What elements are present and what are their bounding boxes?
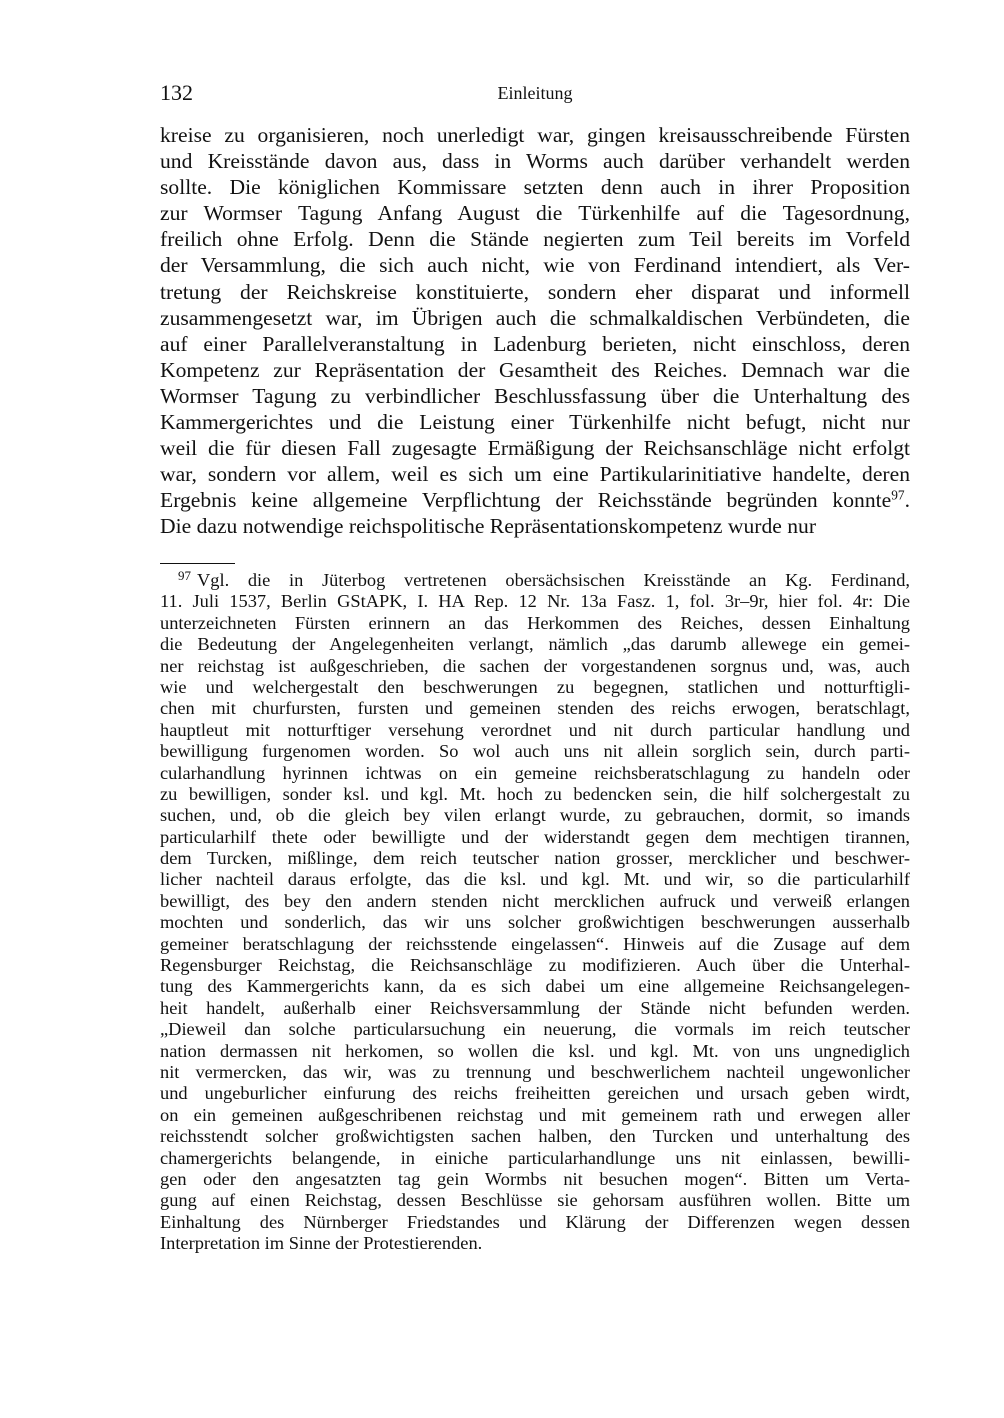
footnote-line: tung des Kammergerichts kann, da es sich dabei um eine allgemeine Reichsangelegen- — [160, 976, 910, 997]
main-text — [160, 122, 910, 540]
footnote-block — [160, 570, 910, 1255]
footnote-line: nit vermercken, das wir, was zu trennung und beschwerlichem nachteil ungewonlicher — [160, 1061, 910, 1082]
footnote-line: bewilligt, des bey den andern stenden nicht mercklichen aufruck und verweiß erlangen — [160, 890, 910, 911]
body-line: zur Wormser Tagung Anfang August die Türkenhilfe auf die Tagesordnung, — [160, 201, 910, 226]
footnote-line: cularhandlung hyrinnen ichtwas on ein gemeine reichsberatschlagung zu handeln oder — [160, 762, 910, 783]
footnote-line: zu bewilligen, sonder ksl. und kgl. Mt. hoch zu bedencken sein, die hilf solchergestalt zu — [160, 783, 910, 804]
footnote-line: gemeiner beratschlagung der reichsstende eingelassen“. Hinweis auf die Zusage auf dem — [160, 933, 910, 954]
body-line: Die dazu notwendige reichspolitische Repräsentationskompetenz wurde nur — [160, 514, 817, 539]
footnote-line: hauptleut mit notturftiger versehung verordnet und nit durch particular handlung und — [160, 719, 910, 740]
body-line: tretung der Reichskreise konstituierte, sondern eher disparat und informell — [160, 279, 910, 304]
footnote-line: mochten und sonderlich, das wir uns solcher großwichtigen beschwerungen ausserhalb — [160, 912, 910, 933]
footnote-line: „Dieweil dan solche particularsuchung ein neuerung, die vormals im reich teutscher — [160, 1019, 910, 1040]
footnote-line: die Bedeutung der Angelegenheiten verlangt, nämlich „das darumb allewege ein gemei- — [160, 634, 910, 655]
body-line: und Kreisstände davon aus, dass in Worms auch darüber verhandelt werden — [160, 149, 910, 174]
running-title: Einleitung — [497, 83, 573, 103]
footnote-separator — [160, 563, 235, 564]
footnote-line: on ein gemeinen außgeschribenen reichstag und mit gemeinem rath und erwegen aller — [160, 1104, 910, 1125]
footnote-line: Interpretation im Sinne der Protestierenden. — [160, 1233, 483, 1254]
footnote-line: dem Turcken, mißlinge, dem reich teutscher nation grosser, mercklicher und beschwer- — [160, 848, 910, 869]
body-line: sollte. Die königlichen Kommissare setzten denn auch in ihrer Proposition — [160, 175, 910, 200]
footnote-line: chamergerichts belangende, in einiche particularhandlunge uns nit einlassen, bewilli- — [160, 1147, 910, 1168]
body-line: der Versammlung, die sich auch nicht, wie von Ferdinand intendiert, als Ver- — [160, 253, 910, 278]
page-number: 132 — [160, 80, 193, 105]
footnote-line-text: Vgl. die in Jüterbog vertretenen obersächsischen Kreisstände an Kg. Ferdinand, — [197, 570, 910, 590]
body-line: war, sondern vor allem, weil es sich um eine Partikularinitiative handelte, deren — [160, 462, 910, 487]
footnote-line: reichsstendt solcher großwichtigsten sachen halben, den Turcken und unterhaltung des — [160, 1126, 910, 1147]
footnote-line: heit handelt, außerhalb einer Reichsversammlung der Stände nicht befunden werden. — [160, 997, 910, 1018]
footnote-line: nation dermassen nit herkomen, so wollen die ksl. und kgl. Mt. von uns ungnediglich — [160, 1040, 910, 1061]
footnote-line: particularhilf thete oder bewilligte und der widerstandt gegen dem mechtigen tirannen, — [160, 826, 910, 847]
body-line: auf einer Parallelveranstaltung in Ladenburg berieten, nicht einschloss, deren — [160, 331, 910, 356]
footnote-first-line — [160, 570, 910, 591]
page-header — [160, 80, 910, 110]
footnote-line: Regensburger Reichstag, die Reichsanschläge zu modifizieren. Auch über die Unterhal- — [160, 955, 910, 976]
footnote-line: bewilligung furgenomen worden. So wol auch uns nit allein sorglich sein, durch parti- — [160, 741, 910, 762]
footnote-reference[interactable]: 97 — [891, 487, 905, 503]
footnote-number: 97 — [178, 568, 191, 584]
footnote-line: gen oder den angesatzten tag gein Wormbs nit besuchen mogen“. Bitten um Verta- — [160, 1168, 910, 1189]
footnote-line: licher nachteil daraus erfolgte, das die ksl. und kgl. Mt. und wir, so die particularhilf — [160, 869, 910, 890]
body-line: zusammengesetzt war, im Übrigen auch die schmalkaldischen Verbündeten, die — [160, 305, 910, 330]
footnote-line: 11. Juli 1537, Berlin GStAPK, I. HA Rep. 12 Nr. 13a Fasz. 1, fol. 3r–9r, hier fol. 4r: Die — [160, 591, 910, 612]
body-line-text: Ergebnis keine allgemeine Verpflichtung der Reichsstände begründen konnte — [160, 488, 892, 513]
body-line-with-footnote-ref: Ergebnis keine allgemeine Verpflichtung der Reichsstände begründen konnte$^{97}$. — [160, 487, 910, 513]
footnote-line: suchen, und, ob die gleich bey vilen erlangt wurde, zu gebrauchen, dormit, so imands — [160, 805, 910, 826]
footnote-line: Einhaltung des Nürnberger Friedstandes und Klärung der Differenzen wegen dessen — [160, 1211, 910, 1232]
body-line: Kammergerichtes und die Leistung einer Türkenhilfe nicht befugt, nicht nur — [160, 410, 910, 435]
footnote-line: wie und welchergestalt den beschwerungen zu begegnen, statlichen und notturftigli- — [160, 676, 910, 697]
body-line: weil die für diesen Fall zugesagte Ermäßigung der Reichsanschläge nicht erfolgt — [160, 436, 910, 461]
footnote-line: und ungeburlicher einfurung des reichs freiheitten gereichen und ursach geben wirdt, — [160, 1083, 910, 1104]
body-line: Wormser Tagung zu verbindlicher Beschlussfassung über die Unterhaltung des — [160, 383, 910, 408]
footnote-line: gung auf einen Reichstag, dessen Beschlüsse sie gehorsam ausführen wollen. Bitte um — [160, 1190, 910, 1211]
body-line: Kompetenz zur Repräsentation der Gesamtheit des Reiches. Demnach war die — [160, 357, 910, 382]
body-line: freilich ohne Erfolg. Denn die Stände negierten zum Teil bereits im Vorfeld — [160, 227, 910, 252]
footnote-line: chen mit churfursten, fursten und gemeinen stenden des reichs erwogen, beratschlagt, — [160, 698, 910, 719]
body-line: kreise zu organisieren, noch unerledigt war, gingen kreisausschreibende Fürsten — [160, 123, 910, 147]
footnote-line: ner reichstag ist außgeschrieben, die sachen der vorgestandenen sorgnus und, was, auch — [160, 655, 910, 676]
footnote-line: unterzeichneten Fürsten erinnern an das Herkommen des Reiches, dessen Einhaltung — [160, 612, 910, 633]
